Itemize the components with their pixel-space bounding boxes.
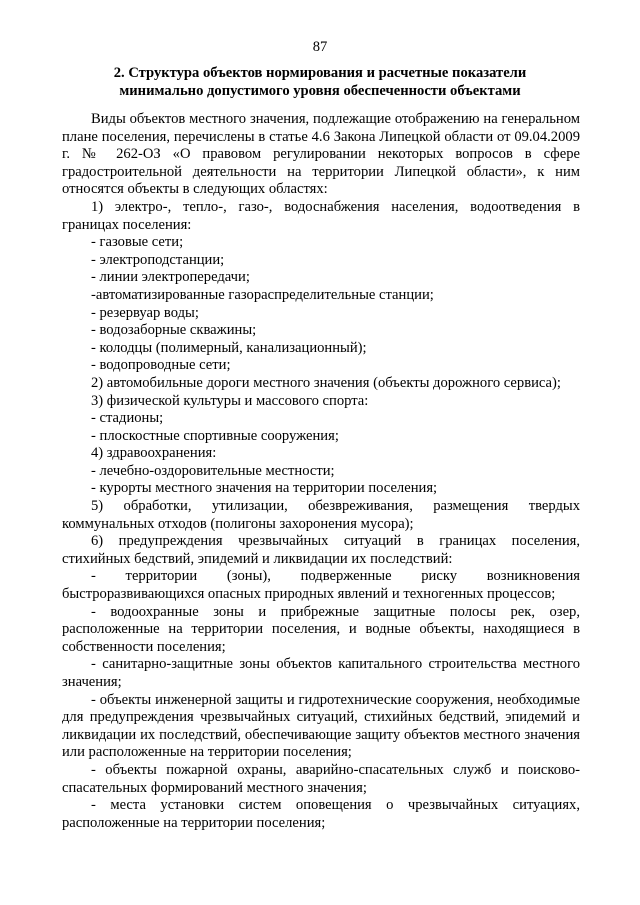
list-item: - объекты пожарной охраны, аварийно-спасательных служб и поисково-спасательных формирований местного значения; xyxy=(62,761,580,796)
list-item: - курорты местного значения на территории поселения; xyxy=(91,480,438,497)
list-item: - территории (зоны), подверженные риску возникновения быстроразвивающихся опасных природных явлений и техногенных процессов; xyxy=(62,568,580,603)
list-item: - водопроводные сети; xyxy=(91,357,231,374)
paragraph: 4) здравоохранения: xyxy=(91,445,217,462)
document-body xyxy=(62,111,580,832)
list-item: - стадионы; xyxy=(91,410,164,427)
paragraph: 2) автомобильные дороги местного значения (объекты дорожного сервиса); xyxy=(91,374,561,391)
list-item: - газовые сети; xyxy=(91,234,184,251)
list-item: - колодцы (полимерный, канализационный); xyxy=(91,339,367,356)
paragraph: 3) физической культуры и массового спорта: xyxy=(91,392,369,409)
list-item: - водозаборные скважины; xyxy=(91,322,257,339)
list-item: - плоскостные спортивные сооружения; xyxy=(91,427,339,444)
list-item: - санитарно-защитные зоны объектов капитального строительства местного значения; xyxy=(62,656,580,690)
list-item: - резервуар воды; xyxy=(91,304,199,321)
list-item: - водоохранные зоны и прибрежные защитные полосы рек, озер, расположенные на территории поселения, и водные объекты, находящиеся в собственности поселения; xyxy=(62,603,580,655)
section-heading-line-2: минимально допустимого уровня обеспеченности объектами xyxy=(119,83,521,99)
list-item: -автоматизированные газораспределительные станции; xyxy=(91,286,434,303)
paragraph: Виды объектов местного значения, подлежащие отображению на генеральном плане поселения, перечислены в статье 4.6 Закона Липецкой области от 09.04.2009 г. № 262-ОЗ «О правовом регулировании некоторых вопросов в сфере градостроительной деятельности на территории Липецкой области», к ним относятся объекты в следующих областях: xyxy=(62,111,580,198)
section-heading-line-1: 2. Структура объектов нормирования и расчетные показатели xyxy=(113,65,527,81)
list-item: - места установки систем оповещения о чрезвычайных ситуациях, расположенные на территории поселения; xyxy=(62,797,580,831)
list-item: - объекты инженерной защиты и гидротехнические сооружения, необходимые для предупреждения чрезвычайных ситуаций, стихийных бедствий, эпидемий и ликвидации их последствий, обеспечивающие защиту объектов местного значения или расположенные на территории поселения; xyxy=(62,691,580,761)
section-heading xyxy=(90,64,550,100)
page-number: 87 xyxy=(312,39,328,55)
paragraph: 5) обработки, утилизации, обезвреживания, размещения твердых коммунальных отходов (полигоны захоронения мусора); xyxy=(62,498,580,532)
list-item: - лечебно-оздоровительные местности; xyxy=(91,462,335,479)
list-item: - электроподстанции; xyxy=(91,251,225,268)
paragraph: 6) предупреждения чрезвычайных ситуаций в границах поселения, стихийных бедствий, эпидемий и ликвидации их последствий: xyxy=(62,533,580,567)
paragraph: 1) электро-, тепло-, газо-, водоснабжения населения, водоотведения в границах поселения: xyxy=(62,198,580,233)
list-item: - линии электропередачи; xyxy=(91,269,250,286)
